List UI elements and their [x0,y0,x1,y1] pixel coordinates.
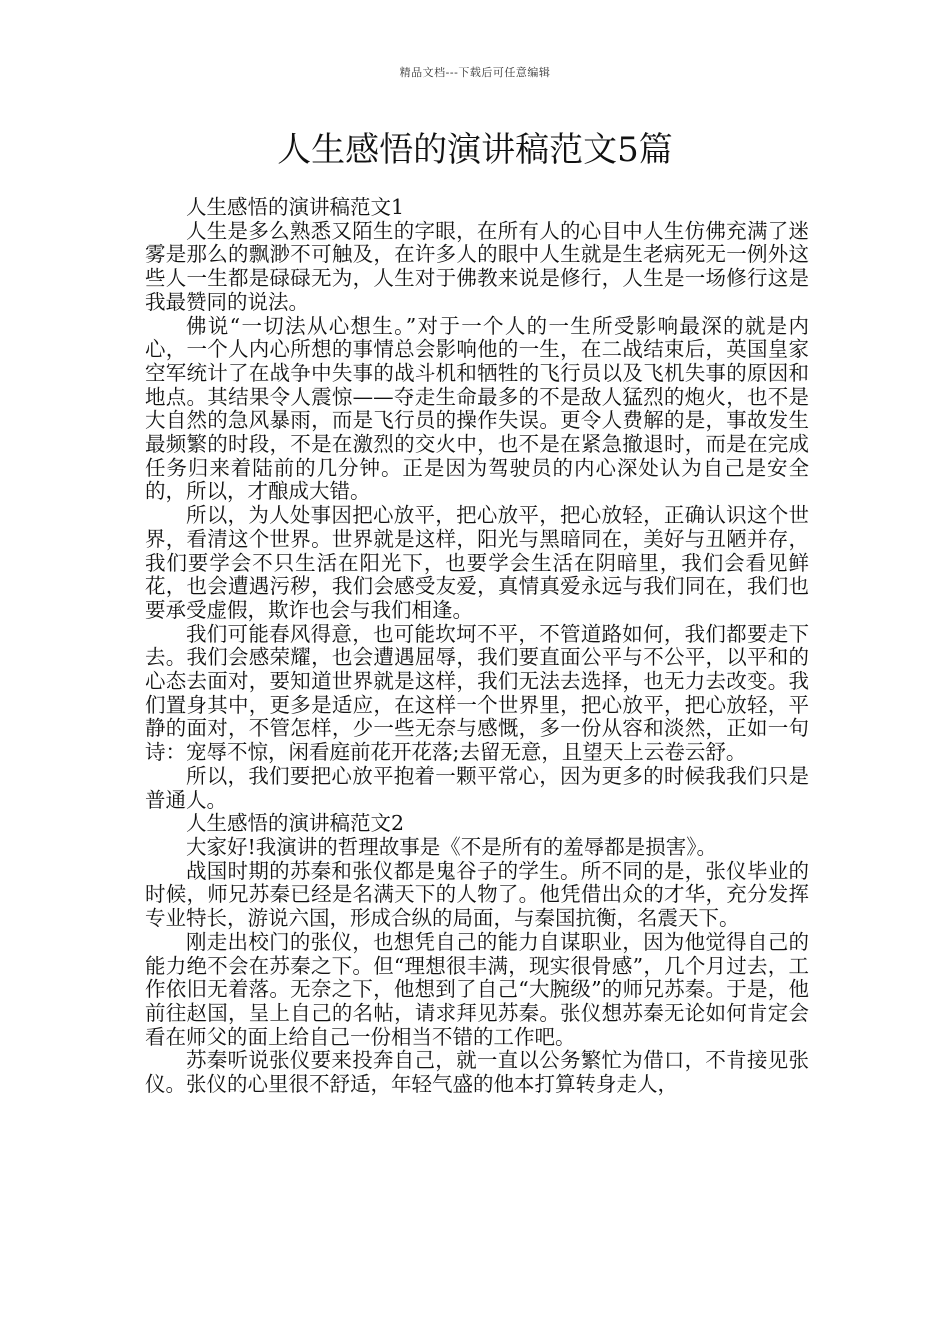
document-title: 人生感悟的演讲稿范文5篇 [277,130,673,170]
paragraph: 刚走出校门的张仪，也想凭自己的能力自谋职业，因为他觉得自己的能力绝不会在苏秦之下。但“理想很丰满，现实很骨感”，几个月过去，工作依旧无着落。无奈之下，他想到了自己“大腕级”的师兄苏秦。于是，他前往赵国，呈上自己的名帖，请求拜见苏秦。张仪想苏秦无论如何肯定会看在师父的面上给自己一份相当不错的工作吧。 [145,929,809,1049]
paragraph: 人生是多么熟悉又陌生的字眼，在所有人的心目中人生仿佛充满了迷雾是那么的飘渺不可触及，在许多人的眼中人生就是生老病死无一例外这些人一生都是碌碌无为，人生对于佛教来说是修行，人生是一场修行这是我最赞同的说法。 [145,218,809,314]
paragraph: 佛说“一切法从心想生。”对于一个人的一生所受影响最深的就是内心，一个人内心所想的事情总会影响他的一生，在二战结束后，英国皇家空军统计了在战争中失事的战斗机和牺牲的飞行员以及飞机失事的原因和地点。其结果令人震惊——夺走生命最多的不是敌人猛烈的炮火，也不是大自然的急风暴雨，而是飞行员的操作失误。更令人费解的是，事故发生最频繁的时段，不是在激烈的交火中，也不是在紧急撤退时，而是在完成任务归来着陆前的几分钟。正是因为驾驶员的内心深处认为自己是安全的，所以，才酿成大错。 [145,313,809,504]
page-header: 精品文档---下载后可任意编辑 [399,66,551,79]
paragraph: 我们可能春风得意，也可能坎坷不平，不管道路如何，我们都要走下去。我们会感荣耀，也会遭遇屈辱，我们要直面公平与不公平，以平和的心态去面对，要知道世界就是这样，我们无法去选择，也无力去改变。我们置身其中，更多是适应，在这样一个世界里，把心放平，把心放轻，平静的面对，不管怎样，少一些无奈与感慨，多一份从容和淡然，正如一句诗：宠辱不惊，闲看庭前花开花落;去留无意，且望天上云卷云舒。 [145,621,809,765]
paragraph: 战国时期的苏秦和张仪都是鬼谷子的学生。所不同的是，张仪毕业的时候，师兄苏秦已经是名满天下的人物了。他凭借出众的才华，充分发挥专业特长，游说六国，形成合纵的局面，与秦国抗衡，名震天下。 [145,858,809,931]
document-body [145,196,809,1097]
paragraph: 所以，我们要把心放平抱着一颗平常心，因为更多的时候我我们只是普通人。 [145,763,809,812]
section-heading-2: 人生感悟的演讲稿范文2 [186,811,405,836]
paragraph: 所以，为人处事因把心放平，把心放平，把心放轻，正确认识这个世界，看清这个世界。世界就是这样，阳光与黑暗同在，美好与丑陋并存，我们要学会不只生活在阳光下，也要学会生活在阴暗里，我们会看见鲜花，也会遭遇污秽，我们会感受友爱，真情真爱永远与我们同在，我们也要承受虚假，欺诈也会与我们相逢。 [145,503,809,622]
section-heading-1: 人生感悟的演讲稿范文1 [186,195,405,219]
paragraph: 苏秦听说张仪要来投奔自己，就一直以公务繁忙为借口，不肯接见张仪。张仪的心里很不舒适，年轻气盛的他本打算转身走人， [145,1048,809,1097]
paragraph: 大家好!我演讲的哲理故事是《不是所有的羞辱都是损害》。 [186,834,717,859]
